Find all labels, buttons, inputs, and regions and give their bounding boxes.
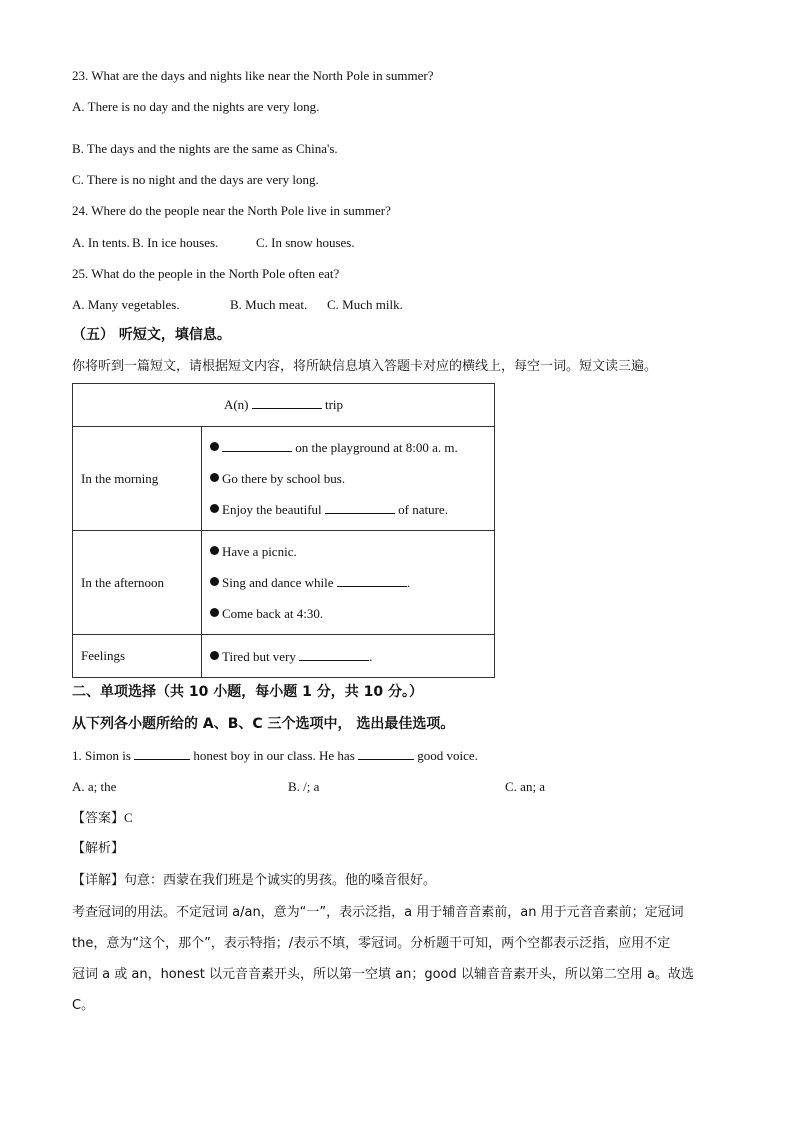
info-table [72,383,495,678]
header-pre: A(n) [223,397,249,412]
q24-options [72,234,355,252]
explain-line-4: C。 [72,998,95,1013]
part2-title: 二、单项选择（共 10 小题，每小题 1 分，共 10 分。） [72,684,423,700]
bullet-icon [210,473,219,482]
explain-line-1: 考查冠词的用法。不定冠词 a/an，意为“一”，表示泛指，a 用于辅音音素前，an 用于元音音素前；定冠词 [72,905,684,920]
bullet-icon [210,577,219,586]
q1-stem: 1. Simon is honest boy in our class. He has good voice. [72,748,478,763]
bullet-icon [210,546,219,555]
answer-value: C [124,810,133,825]
q1-option-b: B. /; a [288,779,320,794]
list-item: on the playground at 8:00 a. m. [210,432,486,463]
q1-option-c: C. an; a [505,779,546,794]
answer-label: 【答案】 [72,811,125,826]
bullet-icon [210,504,219,513]
q25-options [72,296,403,314]
blank-2 [325,502,395,514]
row-label-morning: In the morning [73,427,202,531]
q25-option-a: A. Many vegetables. [72,297,180,312]
q24-option-b: B. In ice houses. [132,235,219,250]
part2-instruction: 从下列各小题所给的 A、B、C 三个选项中， 选出最佳选项。 [72,716,455,732]
q25-stem: 25. What do the people in the North Pole often eat? [72,266,340,281]
detail-text: 句意：西蒙在我们班是个诚实的男孩。他的嗓音很好。 [124,873,437,888]
row-label-afternoon: In the afternoon [73,531,202,635]
blank-1 [222,440,292,452]
answer-line [72,809,133,828]
blank-trip-type [252,397,322,409]
row-label-feelings: Feelings [73,635,202,678]
list-item: Sing and dance while . [210,567,486,598]
list-item: Tired but very . [210,641,486,672]
q23-option-b: B. The days and the nights are the same as China's. [72,141,338,156]
table-row [73,427,495,531]
explain-line-2: the，意为“这个，那个”，表示特指；/表示不填，零冠词。分析题干可知，两个空都表示泛指，应用不定 [72,936,671,951]
q23-option-a: A. There is no day and the nights are very long. [72,99,320,114]
bullet-icon [210,651,219,660]
table-row [73,635,495,678]
bullet-icon [210,608,219,617]
list-item: Go there by school bus. [210,463,486,494]
list-item: Have a picnic. [210,536,486,567]
q24-option-a: A. In tents. [72,235,130,250]
explain-line-3: 冠词 a 或 an，honest 以元音音素开头，所以第一空填 an；good 以辅音音素开头，所以第二空用 a。故选 [72,967,694,982]
list-item: Come back at 4:30. [210,598,486,629]
blank-q1-1 [134,748,190,760]
table-header [73,384,495,427]
q1-option-a: A. a; the [72,779,117,794]
table-row [73,531,495,635]
detail-line [72,872,436,890]
detail-label: 【详解】 [72,873,125,888]
q23-stem: 23. What are the days and nights like near the North Pole in summer? [72,68,434,83]
q25-option-b: B. Much meat. [230,297,308,312]
header-post: trip [324,397,344,412]
q24-option-c: C. In snow houses. [256,235,355,250]
q25-option-c: C. Much milk. [327,297,403,312]
section5-title: （五） 听短文，填信息。 [72,327,231,343]
q23-option-c: C. There is no night and the days are very long. [72,172,319,187]
q24-stem: 24. Where do the people near the North Pole live in summer? [72,203,391,218]
analysis-label: 【解析】 [72,841,125,856]
q1-options [72,778,545,796]
list-item: Enjoy the beautiful of nature. [210,494,486,525]
blank-4 [299,649,369,661]
bullet-icon [210,442,219,451]
blank-q1-2 [358,748,414,760]
section5-instruction: 你将听到一篇短文，请根据短文内容，将所缺信息填入答题卡对应的横线上，每空一词。短文读三遍。 [72,359,658,374]
blank-3 [337,575,407,587]
